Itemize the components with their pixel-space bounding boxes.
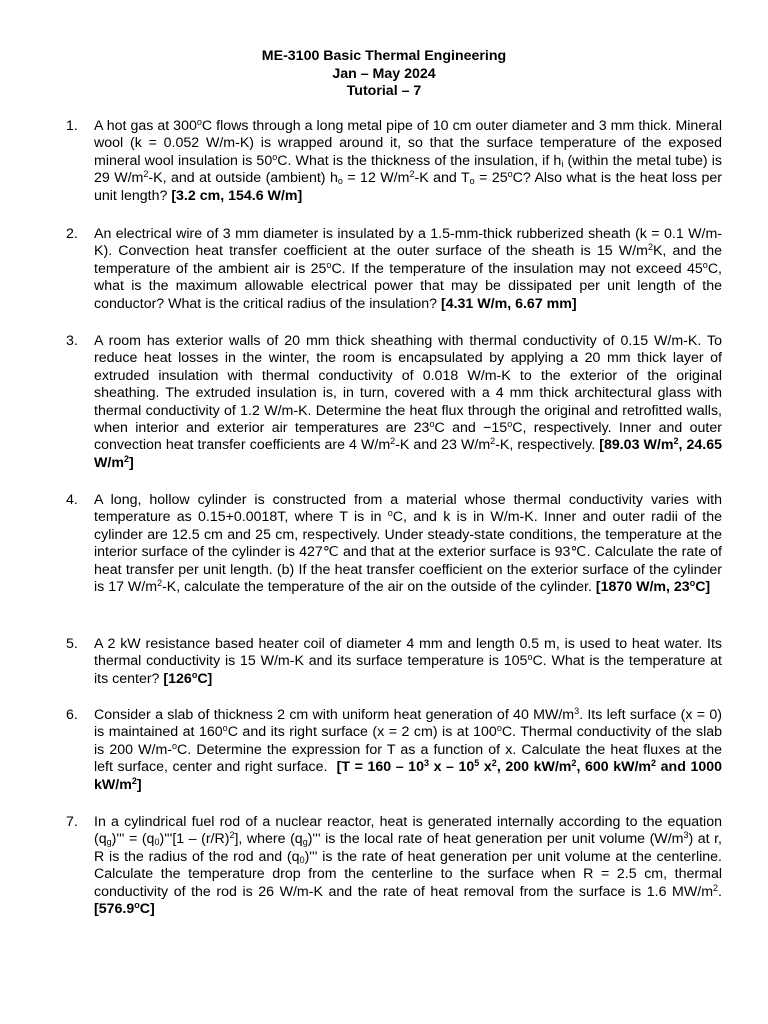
term-label: Jan – May 2024 [332, 65, 436, 82]
problem-text: Consider a slab of thickness 2 cm with uniform heat generation of 40 $MW/m^3$. Its left surface (x = 0) is maintained at 160$^o$C and its right surface (x = 2 cm) is at 100$^o$C. Thermal conductivity of the slab is 200 W/m-$^o$C. Determine the expression for T as a function of x. Calculate the heat fluxes at the left surface, center and right surface. [$T = 160 - 10^3$ x – $10^5$ $x^2$, 200 $kW/m^2$, 600 $kW/m^2$ and 1000 $kW/m^2$] [94, 706, 723, 793]
problem-number: 1. [66, 118, 78, 134]
problem-number: 3. [66, 333, 78, 349]
problem-number: 4. [66, 492, 78, 508]
problem-text: A 2 kW resistance based heater coil of diameter 4 mm and length 0.5 m, is used to heat water. Its thermal conductivity is 15 W/m-K and its surface temperature is 105$^o$C. What is the temperature at its center? [126$^o$C] [94, 636, 722, 687]
problem-1 [66, 118, 722, 205]
problem-6 [66, 707, 722, 794]
problem-number: 6. [66, 707, 78, 723]
tutorial-label: Tutorial – 7 [346, 83, 422, 99]
course-title: ME-3100 Basic Thermal Engineering [261, 48, 507, 64]
problem-5 [66, 636, 722, 688]
problem-number: 5. [66, 636, 78, 652]
problem-text: A hot gas at 300$^o$C flows through a long metal pipe of 10 cm outer diameter and 3 mm thick. Mineral wool (k = 0.052 W/m-K) is wrapped around it, so that the surface temperature of the exposed mineral wool insulation is 50$^o$C. What is the thickness of the insulation, if $h_i$ (within the metal tube) is 29 $W/m^2-K$, and at outside (ambient) $h_o = 12$ $W/m^2-K$ and $T_o = 25^oC$? Also what is the heat loss per unit length? [3.2 cm, 154.6 W/m] [94, 117, 723, 204]
problem-3 [66, 333, 722, 472]
problem-text: In a cylindrical fuel rod of a nuclear reactor, heat is generated internally according to the equation $(q_g)''' = (q_0)'''[1 - (r/R)^2]$, where $(q_g)'''$ is the local rate of heat generation per unit volume $(W/m^3)$ at r, R is the radius of the rod and $(q_0)'''$ is the rate of heat generation per unit volume at the centerline. Calculate the temperature drop from the centerline to the surface when R = 2.5 cm, thermal conductivity of the rod is 26 W/m-K and the rate of heat removal from the surface is 1.6 $MW/m^2$. [576.9$^o$C] [94, 814, 722, 918]
problem-4 [66, 492, 722, 596]
document-header [0, 48, 768, 101]
problem-number: 2. [66, 226, 78, 242]
problem-text: A long, hollow cylinder is constructed from a material whose thermal conductivity varies with temperature as 0.15+0.0018T, where T is in $^o$C, and k is in W/m-K. Inner and outer radii of the cylinder are 12.5 cm and 25 cm, respectively. Under steady-state conditions, the temperature at the interior surface of the cylinder is 427℃ and that at the exterior surface is 93℃. Calculate the rate of heat transfer per unit length. (b) If the heat transfer coefficient on the exterior surface of the cylinder is 17 $W/m^2-K$, calculate the temperature of the air on the outside of the cylinder. [1870 W/m, 23$^o$C] [94, 492, 722, 596]
problem-text: An electrical wire of 3 mm diameter is insulated by a 1.5-mm-thick rubberized sheath (k = 0.1 W/m-K). Convection heat transfer coefficient at the outer surface of the sheath is 15 $W/m^2K$, and the temperature of the ambient air is 25$^o$C. If the temperature of the insulation may not exceed 45$^o$C, what is the maximum allowable electrical power that may be dissipated per unit length of the conductor? What is the critical radius of the insulation? [4.31 W/m, 6.67 mm] [94, 226, 723, 312]
problem-number: 7. [66, 814, 78, 830]
problem-2 [66, 226, 722, 313]
problem-7 [66, 814, 722, 918]
problem-text: A room has exterior walls of 20 mm thick sheathing with thermal conductivity of 0.15 W/m-K. To reduce heat losses in the winter, the room is encapsulated by applying a 20 mm thick layer of extruded insulation with thermal conductivity of 0.018 W/m-K to the exterior of the original sheathing. The extruded insulation is, in turn, covered with a 4 mm thick architectural glass with thermal conductivity of 1.2 W/m-K. Determine the heat flux through the original and retrofitted walls, when interior and exterior air temperatures are 23$^o$C and $-15^oC$, respectively. Inner and outer convection heat transfer coefficients are 4 $W/m^2-K$ and 23 $W/m^2-K$, respectively. [89.03 $W/m^2$, 24.65 $W/m^2$] [94, 333, 723, 471]
